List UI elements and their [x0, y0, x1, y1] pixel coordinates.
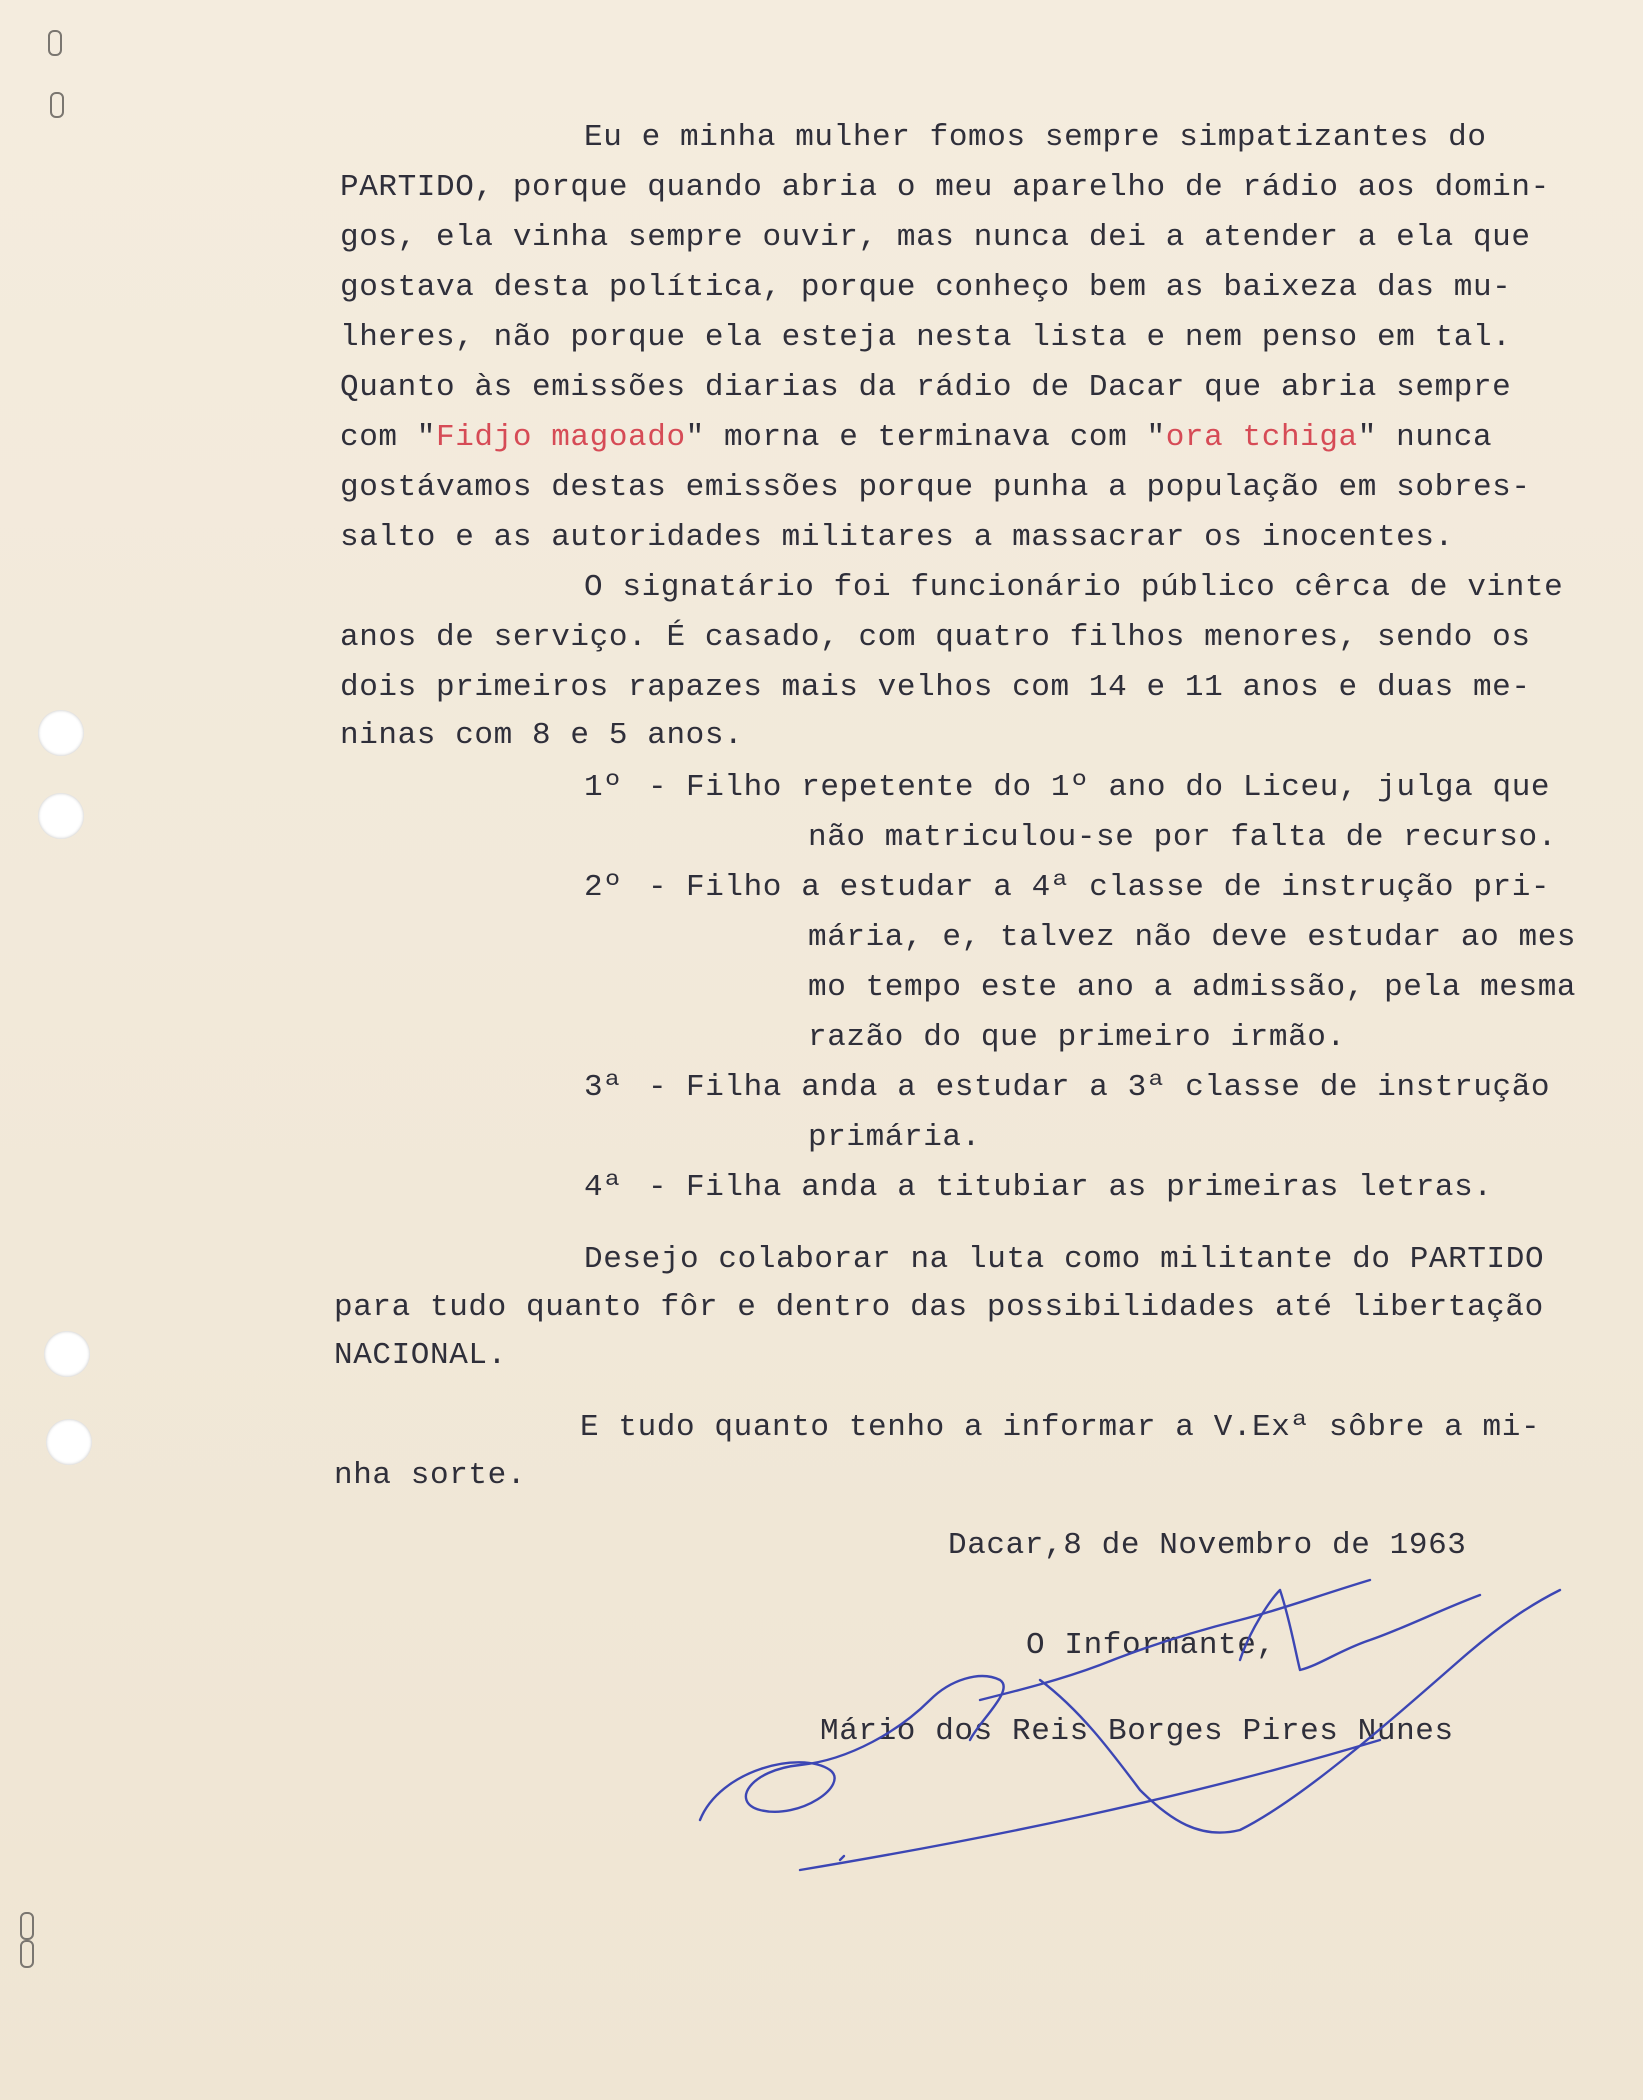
signature-stroke-middle — [980, 1580, 1370, 1700]
date-line: Dacar,8 de Novembro de 1963 — [948, 1528, 1467, 1563]
child-2-line4: razão do que primeiro irmão. — [808, 1020, 1346, 1055]
child-4-line1: Filha anda a titubiar as primeiras letras. — [686, 1170, 1493, 1205]
signature-stroke-tail — [1040, 1590, 1560, 1833]
para3-line2: para tudo quanto fôr e dentro das possibilidades até libertação — [334, 1290, 1544, 1325]
child-4-dash: - — [648, 1170, 668, 1205]
signature-stroke-loop — [1240, 1590, 1480, 1670]
para2-line4: ninas com 8 e 5 anos. — [340, 718, 744, 753]
para1-line1: Eu e minha mulher fomos sempre simpatizantes do — [584, 120, 1487, 155]
para1-line6: Quanto às emissões diarias da rádio de Dacar que abria sempre — [340, 370, 1512, 405]
punch-hole-3 — [44, 1331, 90, 1377]
para1-line4: gostava desta política, porque conheço bem as baixeza das mu- — [340, 270, 1512, 305]
para4-line1: E tudo quanto tenho a informar a V.Exª sôbre a mi- — [580, 1410, 1541, 1445]
para1-line7 — [340, 420, 1492, 456]
child-3-line2: primária. — [808, 1120, 981, 1155]
para3-line3: NACIONAL. — [334, 1338, 507, 1373]
child-2-line2: mária, e, talvez não deve estudar ao mes — [808, 920, 1577, 955]
signature-stroke-underline — [800, 1740, 1380, 1870]
punch-hole-2 — [38, 793, 84, 839]
para2-line2: anos de serviço. É casado, com quatro filhos menores, sendo os — [340, 620, 1531, 655]
para1-line5: lheres, não porque ela esteja nesta lista e nem penso em tal. — [340, 320, 1512, 355]
song-title-ora-tchiga: ora tchiga — [1165, 420, 1358, 455]
child-3-number: 3ª — [584, 1070, 623, 1105]
signature-dot — [840, 1856, 844, 1860]
quote-text: " morna e terminava com " — [685, 420, 1166, 455]
staple-top — [48, 30, 62, 56]
child-2-dash: - — [648, 870, 668, 905]
song-title-fidjo-magoado: Fidjo magoado — [436, 420, 686, 455]
signatory-name: Mário dos Reis Borges Pires Nunes — [820, 1714, 1454, 1749]
para2-line1: O signatário foi funcionário público cêrca de vinte — [584, 570, 1564, 605]
handwritten-signature — [680, 1570, 1580, 1890]
para1-line3: gos, ela vinha sempre ouvir, mas nunca dei a atender a ela que — [340, 220, 1531, 255]
signatory-role: O Informante, — [1026, 1628, 1276, 1663]
child-1-line2: não matriculou-se por falta de recurso. — [808, 820, 1557, 855]
para2-line3: dois primeiros rapazes mais velhos com 14 e 11 anos e duas me- — [340, 670, 1531, 705]
child-1-dash: - — [648, 770, 668, 805]
child-4-number: 4ª — [584, 1170, 623, 1205]
child-2-number: 2º — [584, 870, 623, 905]
quote-text: com " — [340, 420, 437, 455]
quote-text: " nunca — [1357, 420, 1493, 455]
child-1-line1: Filho repetente do 1º ano do Liceu, julga que — [686, 770, 1551, 805]
para1-line2: PARTIDO, porque quando abria o meu aparelho de rádio aos domin- — [340, 170, 1550, 205]
para4-line2: nha sorte. — [334, 1458, 527, 1493]
staple-bottom-lower — [20, 1940, 34, 1968]
child-2-line1: Filho a estudar a 4ª classe de instrução pri- — [686, 870, 1551, 905]
para1-line8: gostávamos destas emissões porque punha a população em sobres- — [340, 470, 1531, 505]
child-1-number: 1º — [584, 770, 623, 805]
punch-hole-4 — [46, 1419, 92, 1465]
para3-line1: Desejo colaborar na luta como militante do PARTIDO — [584, 1242, 1545, 1277]
para1-line9: salto e as autoridades militares a massacrar os inocentes. — [340, 520, 1454, 555]
child-2-line3: mo tempo este ano a admissão, pela mesma — [808, 970, 1577, 1005]
punch-hole-1 — [38, 710, 84, 756]
staple-top-lower — [50, 92, 64, 118]
child-3-line1: Filha anda a estudar a 3ª classe de instrução — [686, 1070, 1551, 1105]
child-3-dash: - — [648, 1070, 668, 1105]
signature-stroke-main — [700, 1676, 1004, 1820]
staple-bottom — [20, 1912, 34, 1940]
